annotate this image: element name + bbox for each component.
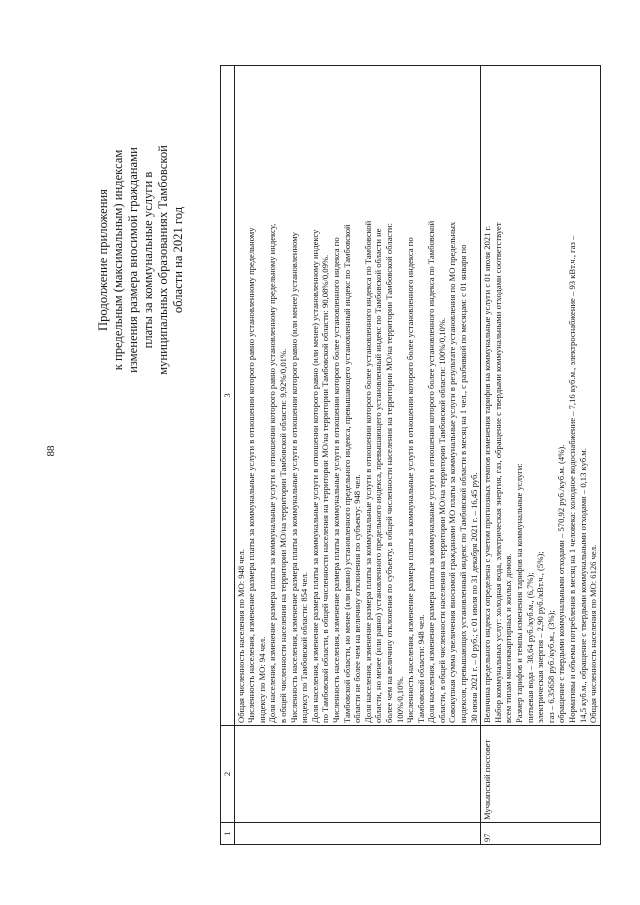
- text-line: 30 июня 2021 г. – 0 руб.; с 01 июля по 31 декабря 2021 г. – 16,45 руб.: [468, 472, 479, 723]
- text-line: индексов, превышающих установленный индекс по Тамбовской области в месяц на 1 чел., с разбивкой по месяцам: с 01 января по: [458, 244, 469, 723]
- text-line: в общей численности населения на территории МО/на территории Тамбовской области: 9,92%/0,01%.: [277, 348, 288, 723]
- heading-line: к предельным (максимальным) индексам: [111, 149, 125, 371]
- text-line: Тамбовской области: 948 чел.: [415, 614, 426, 723]
- text-line: питьевая вода – 38,64 руб./куб.м., (6,7%);: [524, 572, 535, 723]
- text-line: электрическая энергия – 2,90 руб./кВт.ч., (5%);: [535, 551, 546, 723]
- column-header: 2: [221, 726, 235, 823]
- text-line: 14,5 куб.м., обращение с твердыми коммунальными отходами – 0,13 куб.м.: [577, 448, 588, 723]
- column-header: 1: [221, 823, 235, 845]
- text-line: Набор коммунальных услуг: холодная вода, электрическая энергия, газ, обращение с твердыми коммунальными отходами соответствует: [492, 222, 503, 723]
- text-line: Доля населения, изменение размера платы за коммунальные услуги в отношении которого равно (или менее) установленному индексу: [309, 229, 320, 723]
- text-line: 100%/0,10%.: [394, 676, 405, 723]
- text-line: всем типам многоквартирных и жилых домов.: [503, 553, 514, 723]
- rotated-page-content: [96, 65, 616, 845]
- text-line: Доля населения, изменение размера платы за коммунальные услуги в отношении которого более установленного индекса по Тамбовской: [362, 220, 373, 723]
- text-line: Численность населения, изменение размера платы за коммунальные услуги в отношении которого равно установленному предельному: [246, 227, 257, 723]
- text-line: Численность населения, изменение размера платы за коммунальные услуги в отношении которого более установленного индекса по: [330, 237, 341, 723]
- page-number: 88: [45, 445, 57, 457]
- text-line: Численность населения, изменение размера платы за коммунальные услуги в отношении которого более установленного индекса по: [405, 237, 416, 723]
- text-line: более чем на величину отклонения по субъекту, в общей численности населения на территории МО/на территории Тамбовской области:: [383, 223, 394, 723]
- heading-line: области на 2021 год: [171, 206, 185, 314]
- text-line: газ – 6,35658 руб./куб.м., (3%);: [545, 610, 556, 723]
- text-line: области не более чем на величину отклонения по субъекту: 948 чел.: [352, 474, 363, 723]
- row-number: [234, 823, 481, 845]
- text-line: Доля населения, изменение размера платы за коммунальные услуги в отношении которого более установленного индекса по Тамбовской: [426, 220, 437, 723]
- row-description: [481, 66, 601, 726]
- heading-line: Продолжение приложения: [96, 189, 110, 331]
- text-line: Размер тарифов и темпы изменения тарифов на коммунальные услуги:: [514, 463, 525, 723]
- table-row: [481, 66, 601, 845]
- municipality-name: [234, 726, 481, 823]
- text-line: обращение с твердыми коммунальными отходами – 570,92 руб./куб.м. (4%).: [556, 444, 567, 723]
- text-line: области, но менее (или равно) установленного предельного индекса, превышающего установленный индекс по Тамбовской области не: [373, 228, 384, 723]
- indices-table: [220, 65, 601, 845]
- text-line: Общая численность населения по МО: 948 чел.: [235, 549, 246, 723]
- text-line: Тамбовской области, но менее (или равно) установленного предельного индекса, превышающего установленный индекс по Тамбовской: [341, 224, 352, 723]
- text-line: Общая численность населения по МО: 6126 чел.: [588, 544, 599, 723]
- table-header-row: [221, 66, 235, 845]
- text-line: индексу по МО: 94 чел.: [256, 636, 267, 723]
- heading-line: изменения размера вносимой гражданами: [126, 147, 140, 373]
- text-line: по Тамбовской области, в общей численности населения на территории МО/на территории Тамбовской области: 90,08%/0,09%.: [320, 254, 331, 723]
- text-line: области, в общей численности населения на территории МО/на территории Тамбовской области: 100%/0,10%.: [436, 317, 447, 723]
- appendix-heading: [96, 95, 216, 425]
- text-line: индексу по Тамбовской области: 854 чел.: [299, 572, 310, 723]
- text-line: Нормативы и объемы потребления в месяц на 1 человека: холодное водоснабжение – 7,16 куб.м., электроснабжение – 93 кВт.ч., газ –: [567, 235, 577, 723]
- heading-line: платы за коммунальные услуги в: [141, 171, 155, 349]
- row-description: [234, 66, 481, 726]
- heading-line: муниципальных образованиях Тамбовской: [156, 145, 170, 375]
- text-line: Численность населения, изменение размера платы за коммунальные услуги в отношении которого равно (или менее) установленному: [288, 232, 299, 723]
- text-line: Совокупная сумма увеличения вносимой гражданами МО платы за коммунальные услуги в результате установления по МО предельных: [447, 221, 458, 723]
- municipality-name: Мучкапский поссовет: [481, 726, 601, 823]
- column-header: 3: [221, 66, 235, 726]
- table-row: [234, 66, 481, 845]
- text-line: Доля населения, изменение размера платы за коммунальные услуги в отношении которого равно установленному предельному индексу,: [267, 223, 278, 723]
- row-number: 97: [481, 823, 601, 845]
- text-line: Величина предельного индекса определена с учетом прогнозных темпов изменения тарифов на коммунальные услуги с 01 июля 2021 г.: [482, 225, 493, 723]
